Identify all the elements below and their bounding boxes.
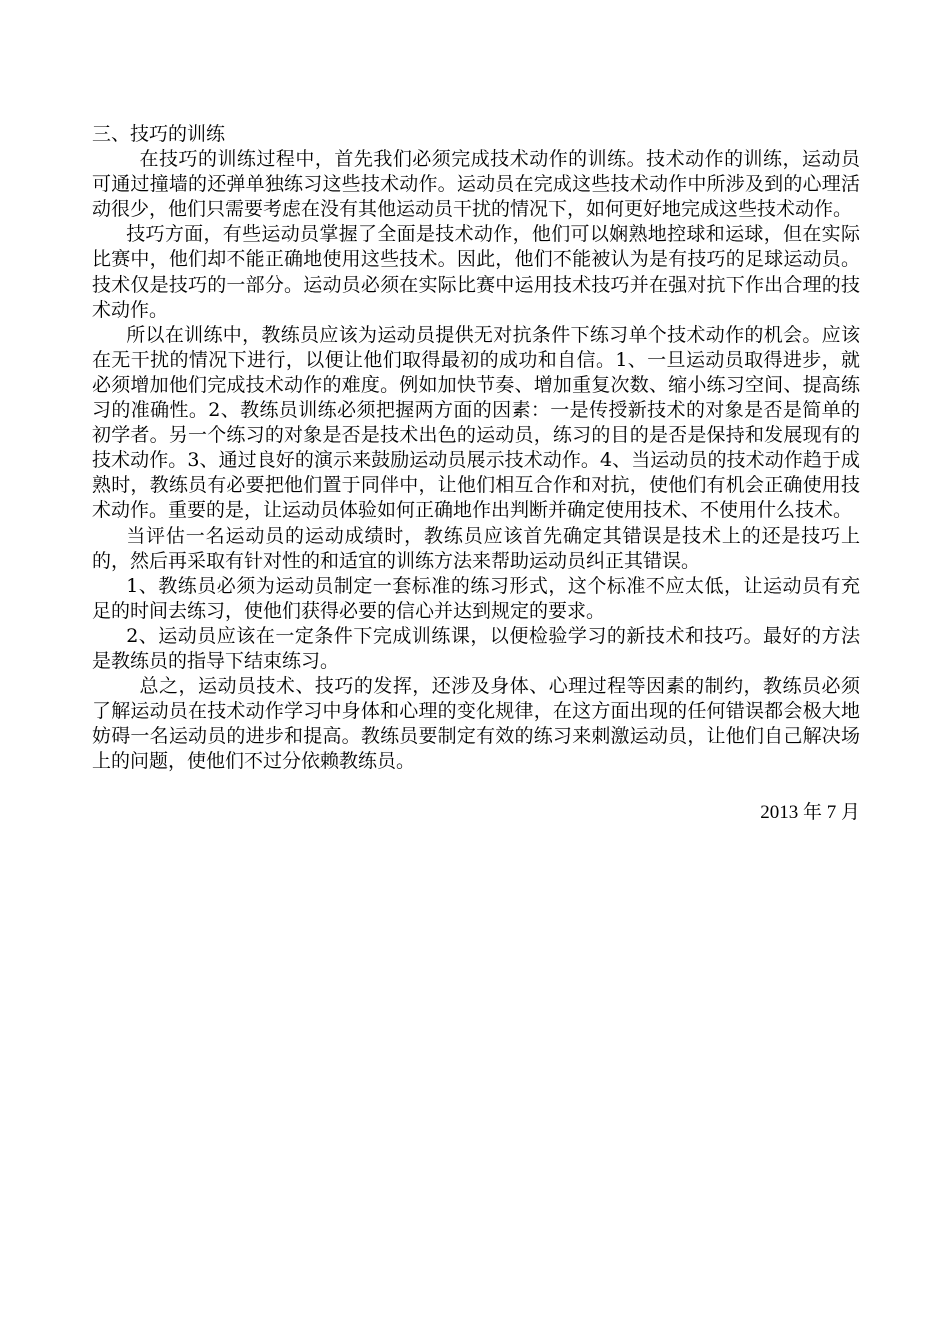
body-paragraph: 2、运动员应该在一定条件下完成训练课，以便检验学习的新技术和技巧。最好的方法是教练员的指导下结束练习。	[92, 624, 860, 672]
document-date: 2013 年 7 月	[760, 802, 860, 824]
body-paragraph: 在技巧的训练过程中，首先我们必须完成技术动作的训练。技术动作的训练，运动员可通过撞墙的还弹单独练习这些技术动作。运动员在完成这些技术动作中所涉及到的心理活动很少，他们只需要考虑在没有其他运动员干扰的情况下，如何更好地完成这些技术动作。	[92, 148, 860, 221]
section-heading: 三、技巧的训练	[92, 123, 226, 145]
document-body	[92, 122, 860, 826]
body-paragraph: 当评估一名运动员的运动成绩时，教练员应该首先确定其错误是技术上的还是技巧上的，然后再采取有针对性的和适宜的训练方法来帮助运动员纠正其错误。	[92, 524, 860, 572]
body-paragraph: 总之，运动员技术、技巧的发挥，还涉及身体、心理过程等因素的制约，教练员必须了解运动员在技术动作学习中身体和心理的变化规律，在这方面出现的任何错误都会极大地妨碍一名运动员的进步和提高。教练员要制定有效的练习来刺激运动员，让他们自己解决场上的问题，使他们不过分依赖教练员。	[92, 675, 860, 773]
body-paragraph: 技巧方面，有些运动员掌握了全面是技术动作，他们可以娴熟地控球和运球，但在实际比赛中，他们却不能正确地使用这些技术。因此，他们不能被认为是有技巧的足球运动员。技术仅是技巧的一部分。运动员必须在实际比赛中运用技术技巧并在强对抗下作出合理的技术动作。	[92, 223, 860, 321]
paragraph-list	[92, 147, 860, 774]
body-paragraph: 1、教练员必须为运动员制定一套标准的练习形式，这个标准不应太低，让运动员有充足的时间去练习，使他们获得必要的信心并达到规定的要求。	[92, 574, 860, 622]
body-paragraph: 所以在训练中，教练员应该为运动员提供无对抗条件下练习单个技术动作的机会。应该在无干扰的情况下进行，以便让他们取得最初的成功和自信。1、一旦运动员取得进步，就必须增加他们完成技术动作的难度。例如加快节奏、增加重复次数、缩小练习空间、提高练习的准确性。2、教练员训练必须把握两方面的因素：一是传授新技术的对象是否是简单的初学者。另一个练习的对象是否是技术出色的运动员，练习的目的是否是保持和发展现有的技术动作。3、通过良好的演示来鼓励运动员展示技术动作。4、当运动员的技术动作趋于成熟时，教练员有必要把他们置于同伴中，让他们相互合作和对抗，使他们有机会正确使用技术动作。重要的是，让运动员体验如何正确地作出判断并确定使用技术、不使用什么技术。	[92, 323, 860, 522]
